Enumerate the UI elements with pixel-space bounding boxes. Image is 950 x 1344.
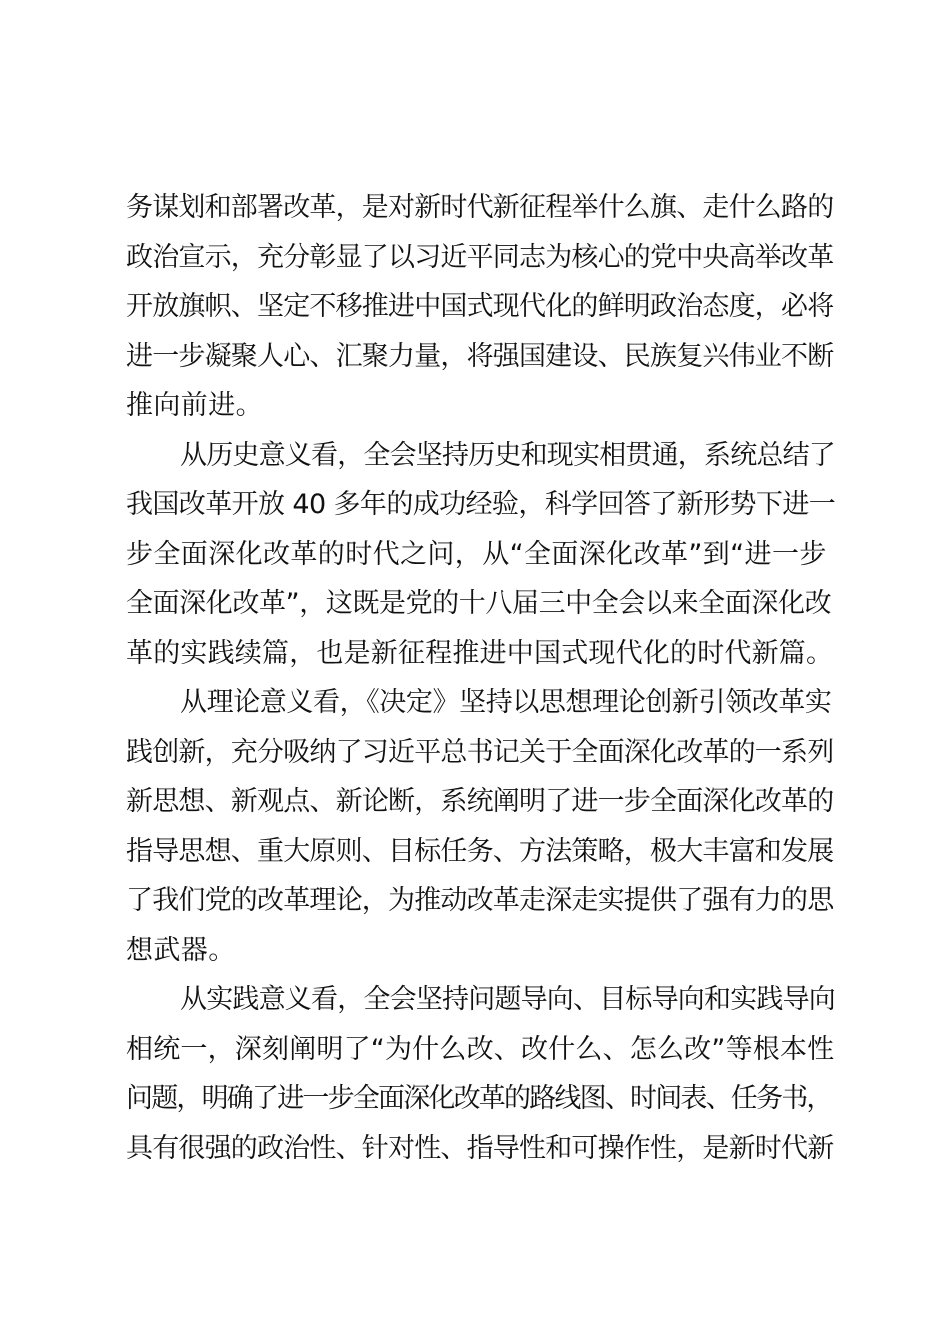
text-line: 新思想、新观点、新论断，系统阐明了进一步全面深化改革的 <box>126 786 834 817</box>
text-line: 具有很强的政治性、针对性、指导性和可操作性，是新时代新 <box>126 1132 834 1164</box>
text-line: 政治宣示，充分彰显了以习近平同志为核心的党中央高举改革 <box>126 241 834 273</box>
text-line: 了我们党的改革理论，为推动改革走深走实提供了强有力的思 <box>126 885 834 916</box>
text-line: 开放旗帜、坚定不移推进中国式现代化的鲜明政治态度，必将 <box>126 291 834 322</box>
text-line: 从历史意义看，全会坚持历史和现实相贯通，系统总结了 <box>180 439 835 471</box>
text-line: 全面深化改革”，这既是党的十八届三中全会以来全面深化改 <box>126 588 832 619</box>
text-line: 问题，明确了进一步全面深化改革的路线图、时间表、任务书， <box>126 1083 832 1114</box>
text-line: 从实践意义看，全会坚持问题导向、目标导向和实践导向 <box>180 984 835 1015</box>
text-line: 从理论意义看，《决定》坚持以思想理论创新引领改革实 <box>180 687 832 718</box>
text-line: 务谋划和部署改革，是对新时代新征程举什么旗、走什么路的 <box>126 192 834 223</box>
text-line: 想武器。 <box>126 934 236 966</box>
text-line: 我国改革开放 40 多年的成功经验，科学回答了新形势下进一 <box>126 489 836 520</box>
text-line: 指导思想、重大原则、目标任务、方法策略，极大丰富和发展 <box>126 835 834 867</box>
text-line: 推向前进。 <box>126 390 263 421</box>
body-text <box>126 183 836 1173</box>
text-line: 革的实践续篇，也是新征程推进中国式现代化的时代新篇。 <box>126 637 834 669</box>
text-line: 进一步凝聚人心、汇聚力量，将强国建设、民族复兴伟业不断 <box>126 340 834 372</box>
text-line: 践创新，充分吸纳了习近平总书记关于全面深化改革的一系列 <box>126 736 834 768</box>
text-line: 步全面深化改革的时代之问，从“全面深化改革”到“进一步 <box>126 538 827 570</box>
text-line: 相统一，深刻阐明了“为什么改、改什么、怎么改”等根本性 <box>126 1033 835 1065</box>
